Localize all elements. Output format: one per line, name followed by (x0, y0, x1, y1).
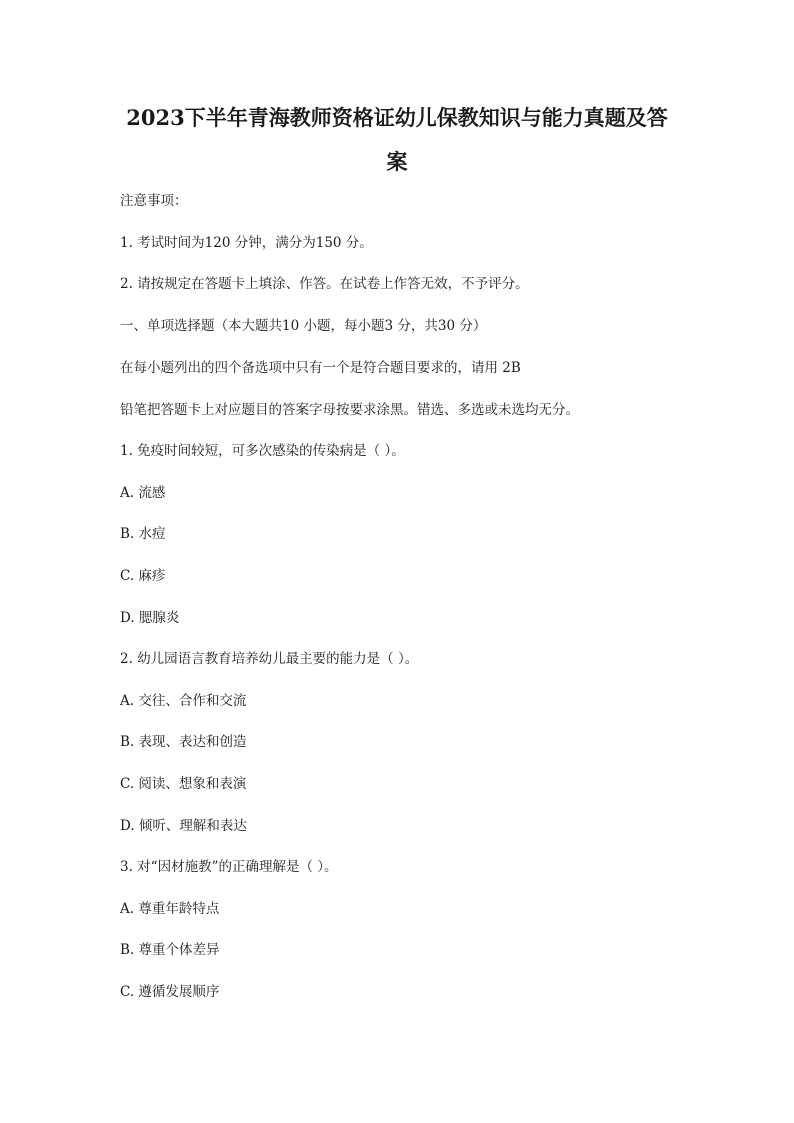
question-stem: 2. 幼儿园语言教育培养幼儿最主要的能力是（ ）。 (120, 651, 419, 667)
question-stem: 3. 对“因材施教”的正确理解是（ ）。 (120, 859, 338, 875)
section-instruction: 铅笔把答题卡上对应题目的答案字母按要求涂黑。错选、多选或未选均无分。 (120, 402, 579, 418)
question-option: B. 表现、表达和创造 (120, 734, 247, 750)
question-stem: 1. 免疫时间较短，可多次感染的传染病是（ ）。 (120, 443, 405, 459)
notice-item: 1. 考试时间为120 分钟，满分为150 分。 (120, 235, 373, 251)
section-instruction: 在每小题列出的四个备选项中只有一个是符合题目要求的，请用 2B (120, 360, 521, 376)
question-option: A. 尊重年龄特点 (120, 901, 220, 917)
question-option: D. 倾听、理解和表达 (120, 818, 247, 834)
question-option: B. 水痘 (120, 526, 166, 542)
question-option: C. 阅读、想象和表演 (120, 776, 247, 792)
section-heading: 一、单项选择题（本大题共10 小题，每小题3 分，共30 分） (120, 318, 487, 334)
question-option: B. 尊重个体差异 (120, 942, 220, 958)
question-option: A. 交往、合作和交流 (120, 693, 247, 709)
question-option: A. 流感 (120, 485, 166, 501)
document-title-continued: 案 (386, 149, 408, 174)
question-option: C. 遵循发展顺序 (120, 984, 220, 1000)
question-option: D. 腮腺炎 (120, 610, 180, 626)
document-title: 2023下半年青海教师资格证幼儿保教知识与能力真题及答 (126, 105, 668, 130)
question-option: C. 麻疹 (120, 568, 166, 584)
notice-item: 2. 请按规定在答题卡上填涂、作答。在试卷上作答无效，不予评分。 (120, 276, 529, 292)
notice-heading: 注意事项： (120, 193, 188, 209)
